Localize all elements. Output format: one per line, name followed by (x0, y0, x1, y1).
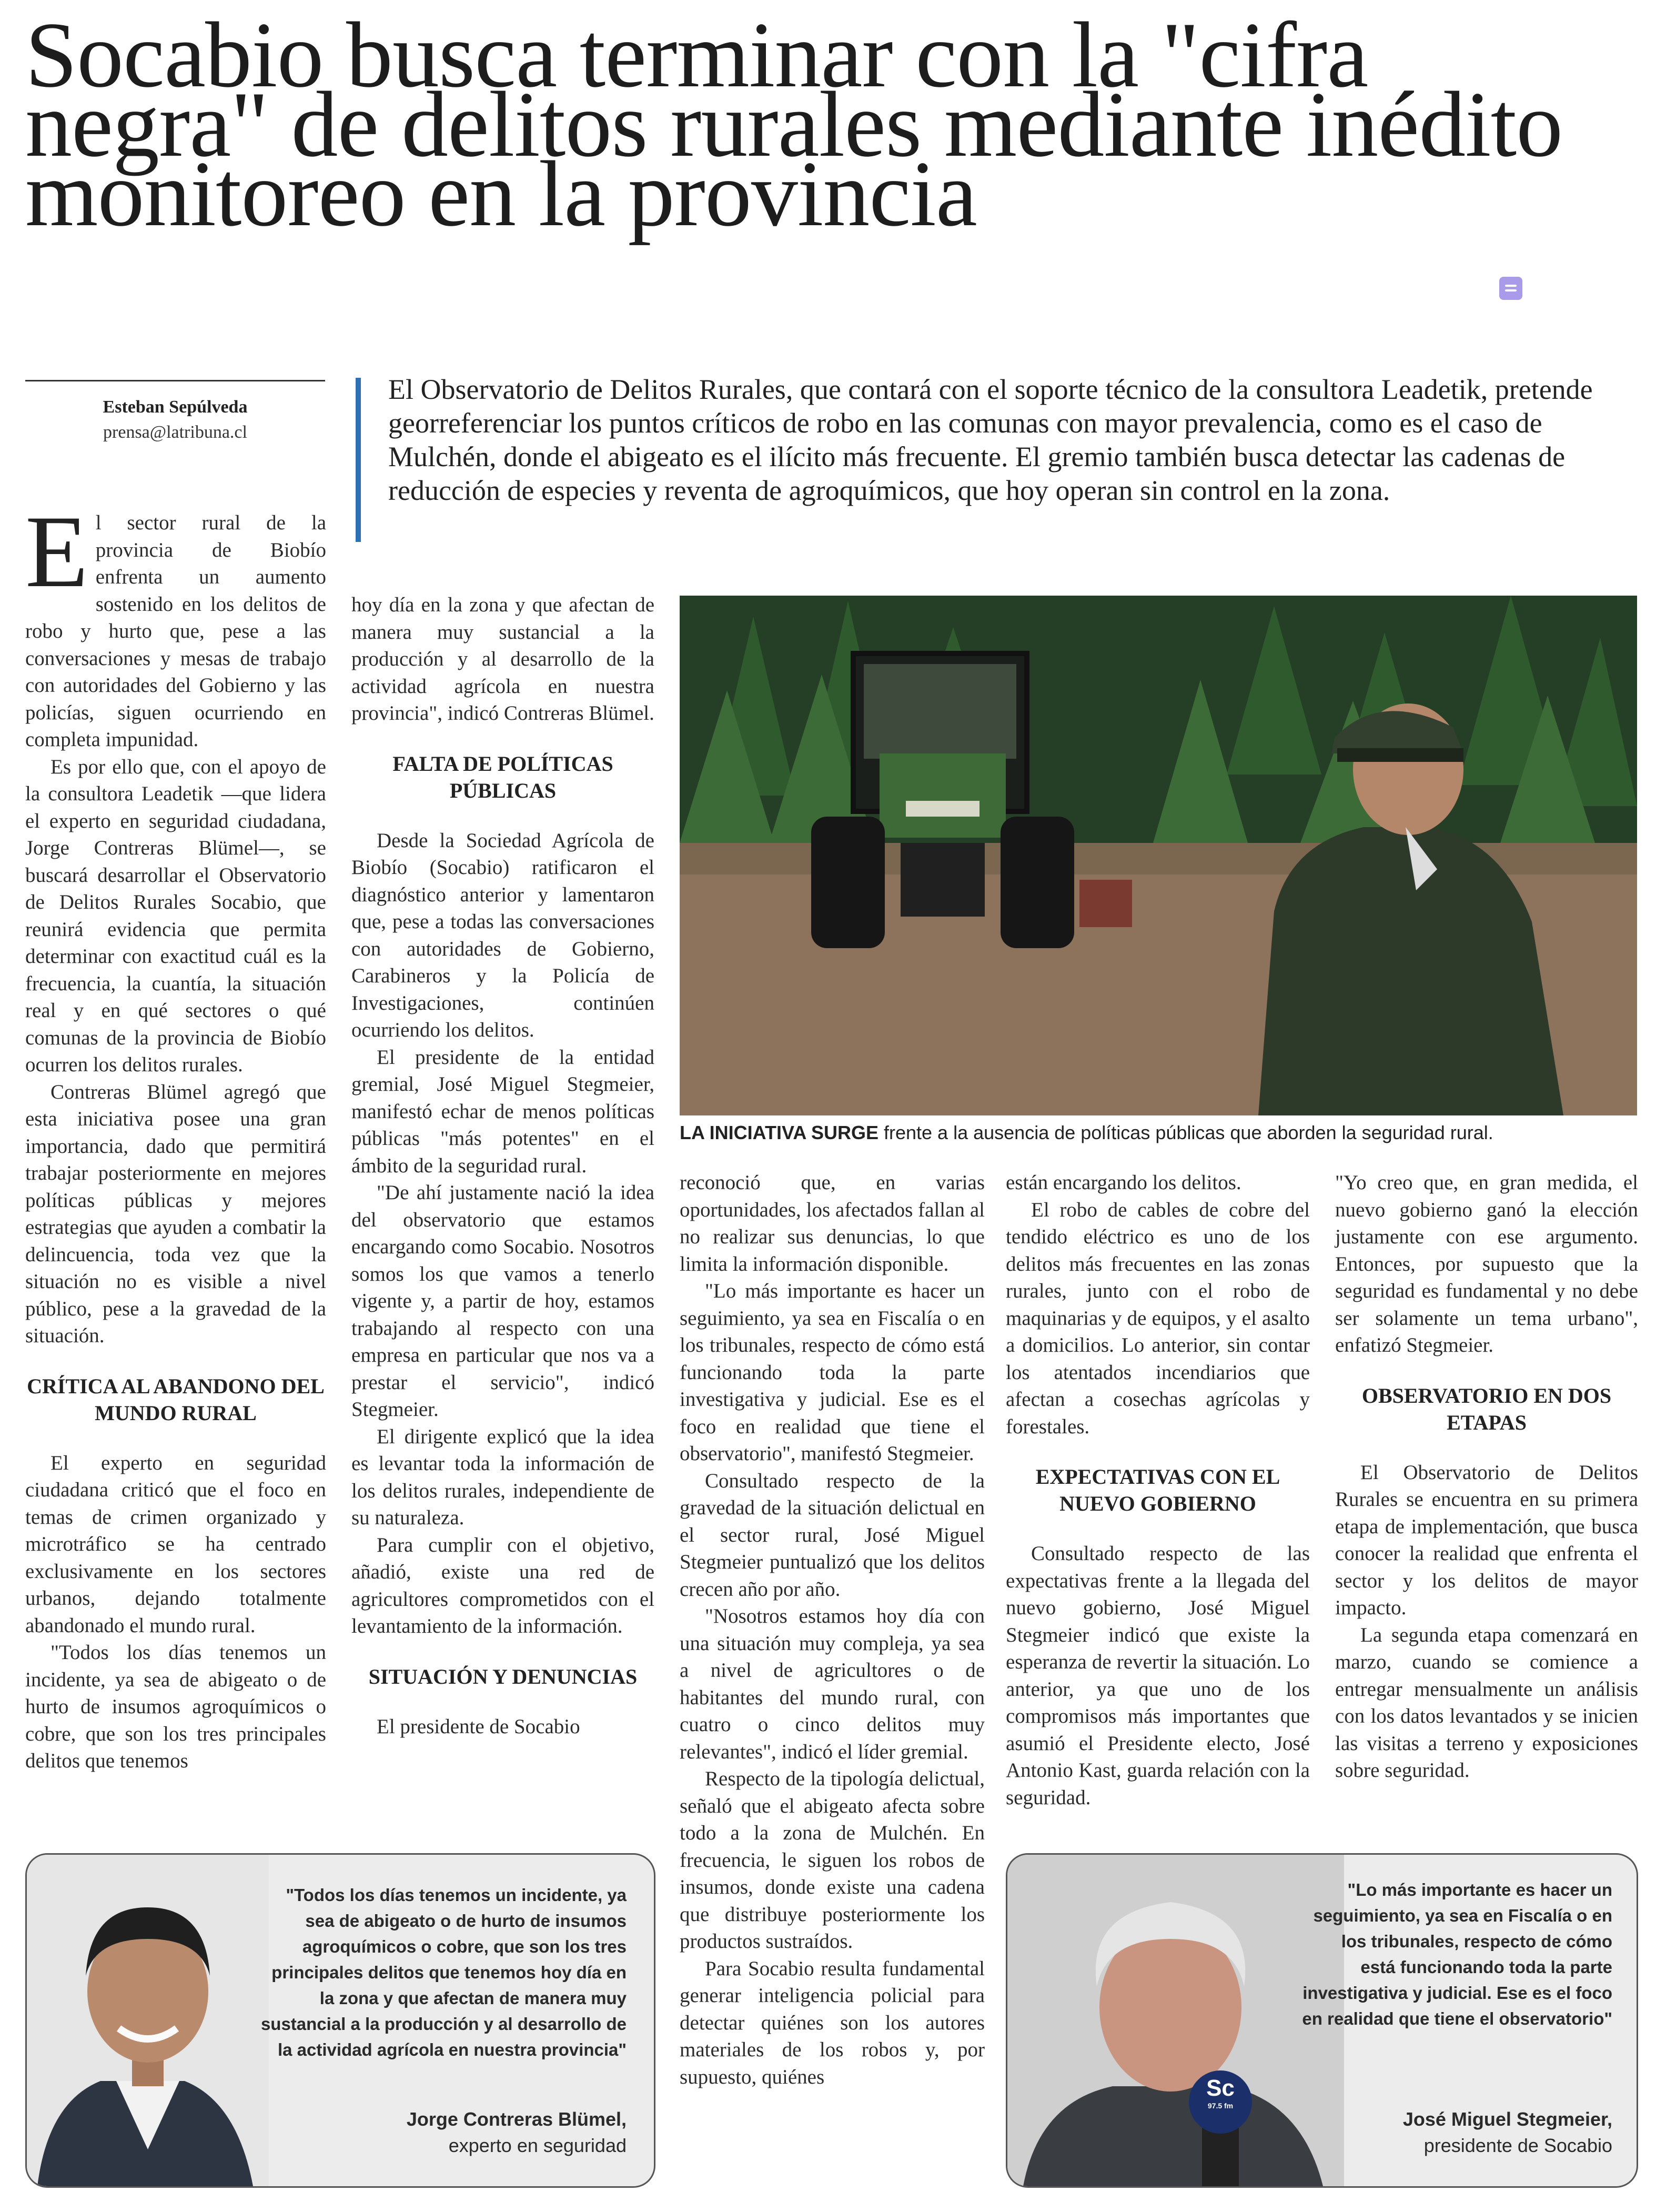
article-paragraph: "Yo creo que, en gran medida, el nuevo gobierno ganó la elección justamente con ese argumento. Entonces, por supuesto que la seguridad es fundamental y no debe ser solamente un tema urbano", enfatizó Stegmeier. (1335, 1171, 1638, 1356)
article-paragraph: Desde la Sociedad Agrícola de Biobío (Socabio) ratificaron el diagnóstico anterior y lamentaron que, pese a todas las conversaciones con autoridades de Gobierno, Carabineros y la Policía de Investigaciones, continúen ocurriendo los delitos. (351, 829, 654, 1041)
article-paragraph: Consultado respecto de la gravedad de la situación delictual en el sector rural, José Miguel Stegmeier puntualizó que los delitos crecen año por año. (680, 1469, 985, 1601)
quote-role: experto en seguridad (448, 2135, 627, 2156)
pull-quote-contreras (25, 1853, 655, 2188)
caption-text: frente a la ausencia de políticas públicas que aborden la seguridad rural. (879, 1122, 1493, 1143)
article-paragraph: El presidente de la entidad gremial, José Miguel Stegmeier, manifestó echar de menos políticas públicas "más potentes" en el ámbito de la seguridad rural. (351, 1045, 654, 1177)
column-4 (1006, 1169, 1310, 1811)
quote-text: "Todos los días tenemos un incidente, ya sea de abigeato o de hurto de insumos agroquímicos o cobre, que son los tres principales delitos que tenemos hoy día en la zona y que afectan de manera muy sustancial a la producción y al desarrollo de la actividad agrícola en nuestra provincia" (260, 1885, 627, 2059)
article-paragraph: El Observatorio de Delitos Rurales se encuentra en su primera etapa de implementación, que busca conocer la realidad que enfrenta el sector y los delitos de mayor impacto. (1335, 1461, 1638, 1619)
byline (25, 380, 325, 443)
article-paragraph: Respecto de la tipología delictual, señaló que el abigeato afecta sobre todo a la zona de Mulchén. En frecuencia, le siguen los robos de insumos, donde existe una cadena que distribuye posteriormente los productos sustraídos. (680, 1767, 985, 1953)
column-2 (351, 591, 654, 1740)
byline-rule (25, 380, 325, 381)
quote-name: José Miguel Stegmeier, (1402, 2108, 1612, 2130)
article-paragraph: El experto en seguridad ciudadana criticó que el foco en temas de crimen organizado y microtráfico se ha centrado exclusivamente en los sectores urbanos, dejando totalmente abandonado el mundo rural. (25, 1451, 326, 1637)
contreras-portrait (27, 1855, 269, 2186)
subheading: FALTA DE POLÍTICAS PÚBLICAS (392, 751, 613, 802)
article-paragraph: "Nosotros estamos hoy día con una situación muy compleja, ya sea a nivel de agricultores o de habitantes del mundo rural, con cuatro o cinco delitos muy relevantes", indicó el líder gremial. (680, 1605, 985, 1763)
article-paragraph: "Todos los días tenemos un incidente, ya sea de abigeato o de hurto de insumos agroquímicos o cobre, que son los tres principales delitos que tenemos (25, 1641, 326, 1772)
article-photo (680, 596, 1637, 1115)
caption-bold: LA INICIATIVA SURGE (680, 1122, 879, 1143)
article-paragraph: están encargando los delitos. (1006, 1171, 1241, 1194)
article-paragraph: "Lo más importante es hacer un seguimiento, ya sea en Fiscalía o en los tribunales, respecto de cómo está funcionando toda la parte investigativa y judicial. Ese es el foco en realidad que tiene el observatorio", manifestó Stegmeier. (680, 1280, 985, 1465)
pull-quote-stegmeier (1006, 1853, 1638, 2188)
article-paragraph: Contreras Blümel agregó que esta iniciativa posee una gran importancia, dado que permitirá trabajar posteriormente en mejores políticas públicas y mejores estrategias que ayuden a combatir la delincuencia, toda vez que la situación no es visible a nivel público, pese a la gravedad de la situación. (25, 1080, 326, 1347)
article-paragraph: El presidente de Socabio (377, 1715, 580, 1738)
mic-flag (1203, 2076, 1238, 2110)
headline: Socabio busca terminar con la "cifra negra" de delitos rurales mediante inédito monitoreo en la provincia (25, 3, 1563, 246)
mic-logo: Sc (1206, 2075, 1235, 2101)
column-5 (1335, 1169, 1638, 1784)
article-paragraph: "De ahí justamente nació la idea del observatorio que estamos encargando como Socabio. Nosotros somos los que vamos a tenerlo vigente y, a partir de hoy, estamos trabajando al respecto con una empresa en particular que nos va a prestar el servicio", indicó Stegmeier. (351, 1181, 654, 1421)
quote-text: "Lo más importante es hacer un seguimiento, ya sea en Fiscalía o en los tribunales, respecto de cómo está funcionando toda la parte investigativa y judicial. Ese es el foco en realidad que tiene el observatorio" (1302, 1880, 1612, 2028)
column-3 (680, 1169, 985, 2090)
subheading: CRÍTICA AL ABANDONO DEL MUNDO RURAL (27, 1374, 325, 1425)
subheading: OBSERVATORIO EN DOS ETAPAS (1361, 1383, 1612, 1434)
quote-attribution (258, 2106, 627, 2159)
quote-role: presidente de Socabio (1423, 2135, 1612, 2156)
column-1 (25, 495, 326, 1775)
article-paragraph: reconoció que, en varias oportunidades, los afectados fallan al no realizar sus denuncias, lo que limita la información disponible. (680, 1171, 985, 1275)
article-paragraph: El robo de cables de cobre del tendido eléctrico es uno de los delitos más frecuentes en las zonas rurales, junto con el robo de maquinarias y de equipos, y el asalto a domicilios. Lo anterior, sin contar los atentados incendiarios que afectan a cosechas agrícolas y forestales. (1006, 1198, 1310, 1438)
article-paragraph: hoy día en la zona y que afectan de manera muy sustancial a la producción y al desarrollo de la actividad agrícola en nuestra provincia", indicó Contreras Blümel. (351, 594, 654, 725)
tractor-scene (680, 596, 1637, 1115)
article-paragraph: El dirigente explicó que la idea es levantar toda la información de los delitos rurales, independiente de su naturaleza. (351, 1425, 654, 1529)
article-paragraph: Para cumplir con el objetivo, añadió, existe una red de agricultores comprometidos con el levantamiento de la información. (351, 1533, 654, 1637)
subheading: EXPECTATIVAS CON EL NUEVO GOBIERNO (1035, 1465, 1280, 1515)
quote-attribution (1302, 2106, 1612, 2159)
article-paragraph: La segunda etapa comenzará en marzo, cuando se comience a entregar mensualmente un análisis con los datos levantados y se inicien las visitas a terreno y exposiciones sobre seguridad. (1335, 1623, 1638, 1782)
mic-frequency: 97.5 fm (1207, 2102, 1234, 2110)
author-name: Esteban Sepúlveda (103, 397, 248, 417)
article-paragraph: Para Socabio resulta fundamental generar inteligencia policial para detectar quiénes son los autores materiales de los robos y, por supuesto, quiénes (680, 1957, 985, 2088)
photo-caption (680, 1121, 1642, 1145)
subheading: SITUACIÓN Y DENUNCIAS (368, 1664, 638, 1688)
drop-cap: E (25, 495, 88, 609)
lead-paragraph: El Observatorio de Delitos Rurales, que contará con el soporte técnico de la consultora Leadetik, pretende georreferenciar los puntos críticos de robo en las comunas con mayor prevalencia, como es el caso de Mulchén, donde el abigeato es el ilícito más frecuente. El gremio también busca detectar las cadenas de reducción de especies y reventa de agroquímicos, que hoy operan sin control en la zona. (388, 374, 1593, 506)
article-paragraph: El sector rural de la provincia de Biobío enfrenta un aumento sostenido en los delitos de robo y hurto que, pese a las conversaciones y mesas de trabajo con autoridades del Gobierno y las policías, siguen ocurriendo en completa impunidad. (25, 495, 326, 751)
quote-name: Jorge Contreras Blümel, (406, 2108, 627, 2130)
article-paragraph: Consultado respecto de las expectativas frente a la llegada del nuevo gobierno, José Miguel Stegmeier indicó que existe la esperanza de revertir la situación. Lo anterior, ya que uno de los compromisos más importantes que asumió el Presidente electo, José Antonio Kast, guarda relación con la seguridad. (1006, 1542, 1310, 1809)
note-icon[interactable] (1499, 277, 1522, 300)
article-paragraph: Es por ello que, con el apoyo de la consultora Leadetik —que lidera el experto en seguridad ciudadana, Jorge Contreras Blümel—, se buscará desarrollar el Observatorio de Delitos Rurales Socabio, que reunirá evidencia que permita determinar con exactitud cuál es la frecuencia, la cuantía, la situación real y en qué sectores o qué comunas de la provincia de Biobío ocurren los delitos rurales. (25, 755, 326, 1076)
lead-accent-bar (356, 378, 361, 542)
stegmeier-portrait (1007, 1855, 1344, 2186)
author-email[interactable]: prensa@latribuna.cl (103, 423, 247, 442)
